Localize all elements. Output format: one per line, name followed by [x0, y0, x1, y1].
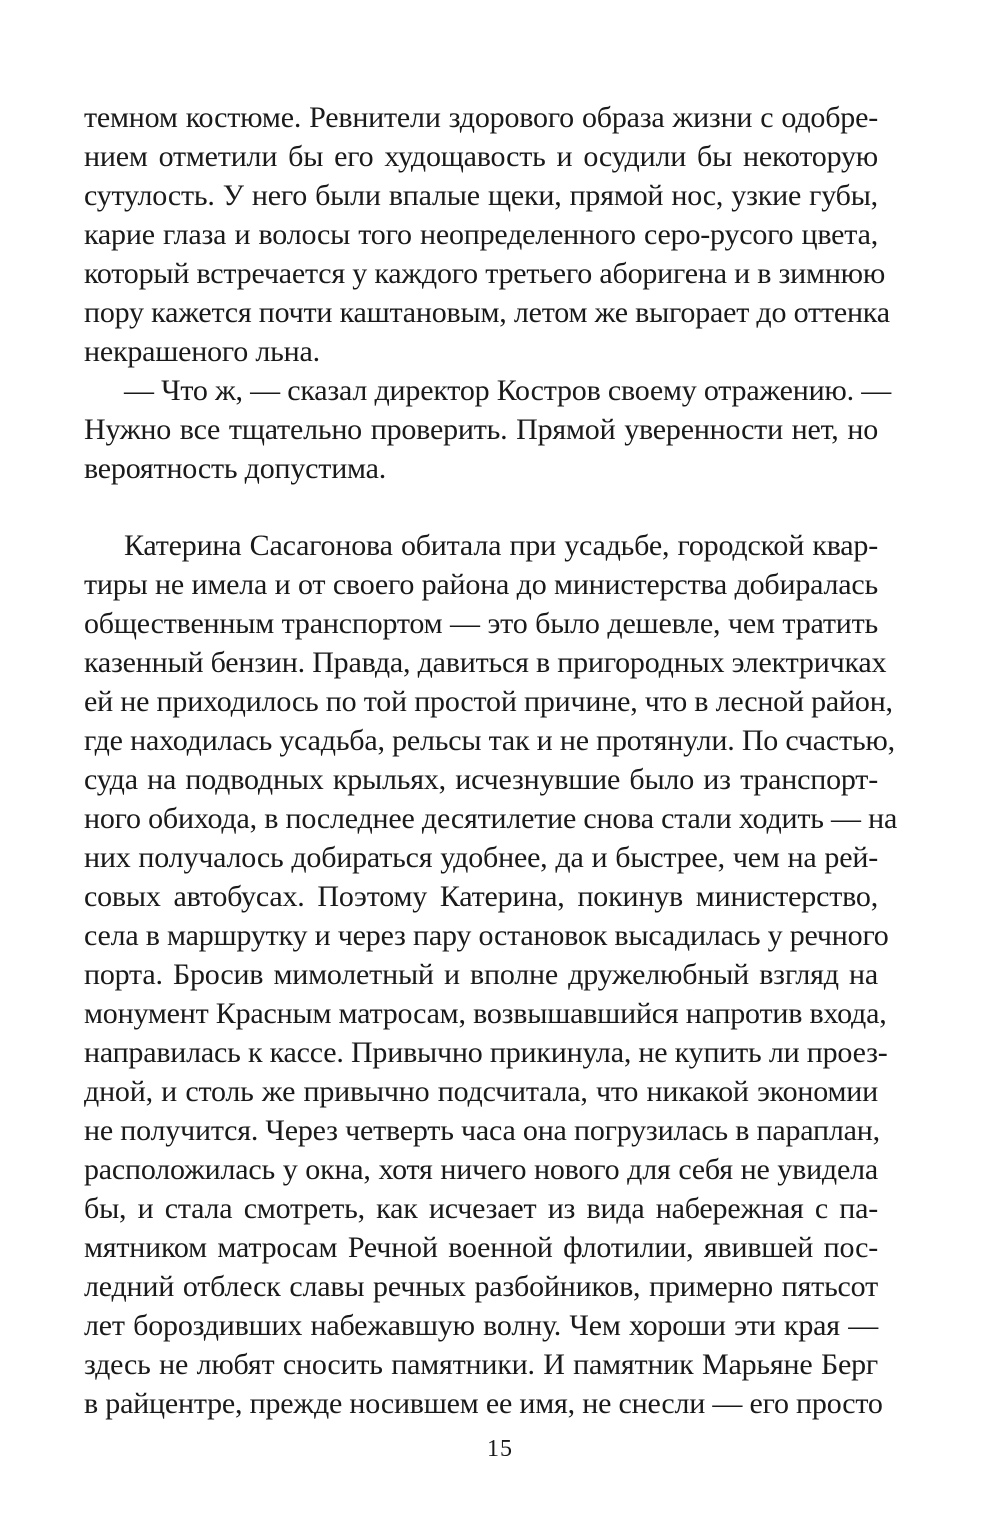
- text-block-upper: [84, 98, 892, 488]
- text-line: совых автобусах. Поэтому Катерина, покинув министерство,: [84, 880, 878, 913]
- text-line: вероятность допустима.: [84, 452, 387, 485]
- text-line: мятником матросам Речной военной флотилии, явившей пос-: [84, 1231, 878, 1264]
- text-line: них получалось добираться удобнее, да и быстрее, чем на рей-: [84, 841, 878, 874]
- text-block-lower: [84, 526, 898, 1423]
- text-line: карие глаза и волосы того неопределенного серо-русого цвета,: [84, 218, 878, 251]
- text-line: казенный бензин. Правда, давиться в пригородных электричках: [84, 646, 887, 679]
- text-line: сутулость. У него были впалые щеки, прямой нос, узкие губы,: [84, 179, 878, 212]
- text-line: дной, и столь же привычно подсчитала, что никакой экономии: [84, 1075, 878, 1108]
- text-line: ей не приходилось по той простой причине, что в лесной район,: [84, 685, 893, 718]
- text-line: направилась к кассе. Привычно прикинула, не купить ли проез-: [84, 1036, 888, 1069]
- text-line: бы, и стала смотреть, как исчезает из вида набережная с па-: [84, 1192, 878, 1225]
- text-line: тиры не имела и от своего района до министерства добиралась: [84, 568, 878, 601]
- text-line: — Что ж, — сказал директор Костров своему отражению. —: [124, 374, 892, 407]
- text-line: суда на подводных крыльях, исчезнувшие было из транспорт-: [84, 763, 878, 796]
- text-line: который встречается у каждого третьего аборигена и в зимнюю: [84, 257, 886, 290]
- text-line: села в маршрутку и через пару остановок высадилась у речного: [84, 919, 889, 952]
- text-line: ного обихода, в последнее десятилетие снова стали ходить — на: [84, 802, 898, 835]
- text-line: лет бороздивших набежавшую волну. Чем хороши эти края —: [84, 1309, 878, 1342]
- text-line: не получится. Через четверть часа она погрузилась в параплан,: [84, 1114, 880, 1147]
- text-line: некрашеного льна.: [84, 335, 320, 368]
- paragraph-dialogue: [84, 371, 892, 488]
- text-line: Нужно все тщательно проверить. Прямой уверенности нет, но: [84, 413, 878, 446]
- text-line: расположилась у окна, хотя ничего нового для себя не увидела: [84, 1153, 878, 1186]
- text-line: темном костюме. Ревнители здорового образа жизни с одобре-: [84, 101, 878, 134]
- text-line: здесь не любят сносить памятники. И памятник Марьяне Берг: [84, 1348, 878, 1381]
- text-line: порта. Бросив мимолетный и вполне дружелюбный взгляд на: [84, 958, 878, 991]
- text-line: в райцентре, прежде носившем ее имя, не снесли — его просто: [84, 1387, 883, 1420]
- text-line: общественным транспортом — это было дешевле, чем тратить: [84, 607, 878, 640]
- text-line: нием отметили бы его худощавость и осудили бы некоторую: [84, 140, 878, 173]
- text-line: пору кажется почти каштановым, летом же выгорает до оттенка: [84, 296, 890, 329]
- text-line: Катерина Сасагонова обитала при усадьбе, городской квар-: [124, 529, 878, 562]
- paragraph-description: [84, 98, 890, 371]
- paragraph-katerina: [84, 526, 898, 1423]
- text-line: ледний отблеск славы речных разбойников, примерно пятьсот: [84, 1270, 878, 1303]
- text-line: где находилась усадьба, рельсы так и не протянули. По счастью,: [84, 724, 895, 757]
- text-line: монумент Красным матросам, возвышавшийся напротив входа,: [84, 997, 887, 1030]
- page-number: 15: [487, 1436, 513, 1462]
